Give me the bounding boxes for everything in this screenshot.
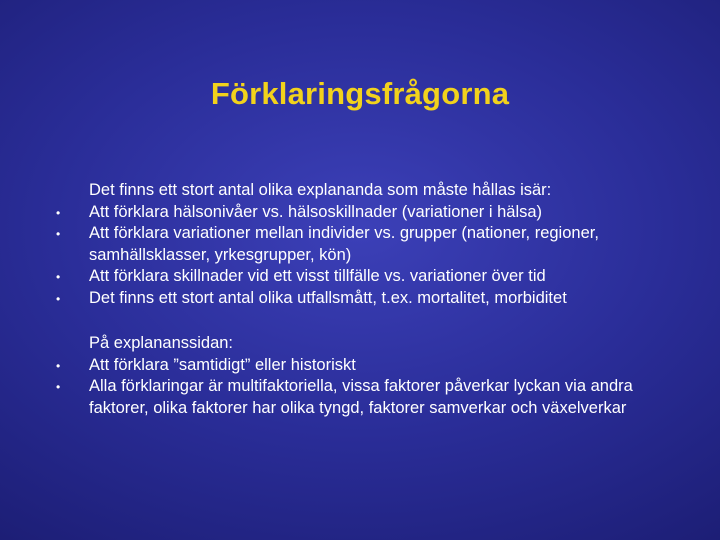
- bullet-item: [56, 355, 676, 377]
- bullet-text: Att förklara skillnader vid ett visst tillfälle vs. variationer över tid: [89, 267, 546, 285]
- bullet-item: [56, 376, 676, 419]
- section-intro: Det finns ett stort antal olika explananda som måste hållas isär:: [89, 181, 552, 199]
- bullet-icon: •: [56, 270, 61, 284]
- bullet-text: Att förklara ”samtidigt” eller historiskt: [89, 355, 356, 374]
- bullet-icon: •: [56, 227, 61, 241]
- bullet-icon: •: [56, 205, 61, 220]
- bullet-icon: •: [56, 380, 61, 394]
- bullet-text: Alla förklaringar är multifaktoriella, vissa faktorer påverkar lyckan via andra faktorer, olika faktorer har olika tyngd, faktorer samverkar och växelverkar: [89, 377, 633, 417]
- bullet-text: Att förklara hälsonivåer vs. hälsoskillnader (variationer i hälsa): [89, 202, 543, 221]
- bullet-text: Det finns ett stort antal olika utfallsmått, t.ex. mortalitet, morbiditet: [89, 288, 567, 307]
- bullet-item: [56, 202, 676, 224]
- bullet-item: [56, 288, 676, 310]
- section-intro: På explananssidan:: [89, 334, 234, 352]
- bullet-icon: •: [56, 291, 61, 306]
- bullet-text: Att förklara variationer mellan individer vs. grupper (nationer, regioner, samhällsklasser, yrkesgrupper, kön): [89, 224, 599, 264]
- section-explananda: [56, 180, 676, 309]
- bullet-icon: •: [56, 358, 61, 373]
- bullet-item: [56, 223, 676, 266]
- slide-title: Förklaringsfrågorna: [210, 76, 510, 111]
- section-explanans: [56, 333, 676, 419]
- bullet-item: [56, 266, 676, 288]
- slide-content: [56, 180, 676, 443]
